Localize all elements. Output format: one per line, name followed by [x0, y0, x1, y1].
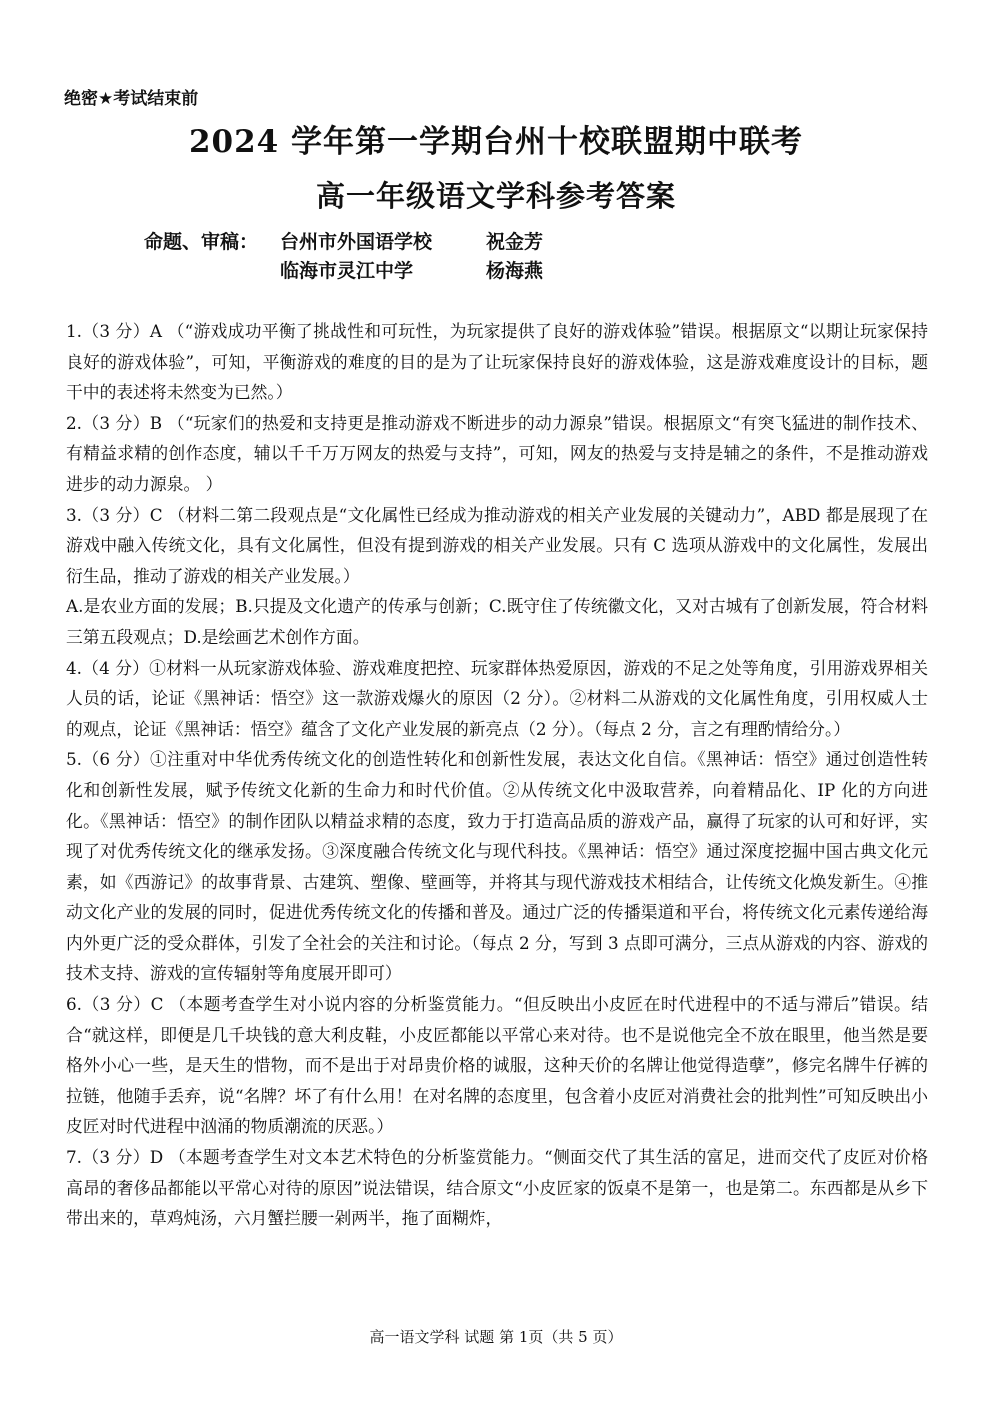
author-row: [144, 257, 543, 286]
author-school: 台州市外国语学校: [280, 231, 433, 253]
answer-paragraph: 1.（3 分）A （“游戏成功平衡了挑战性和可玩性，为玩家提供了良好的游戏体验”错误。根据原文“以期让玩家保持良好的游戏体验”，可知，平衡游戏的难度的目的是为了让玩家保持良好的游戏体验，这是游戏难度设计的目标，题干中的表述将未然变为已然。）: [66, 321, 928, 403]
authors-label: 命题、审稿：: [144, 231, 259, 253]
author-school: 临海市灵江中学: [280, 260, 414, 282]
author-row: [144, 228, 543, 257]
answer-key-subtitle: 高一年级语文学科参考答案: [315, 179, 676, 213]
page-footer: 高一语文学科 试题 第 1页（共 5 页）: [369, 1328, 623, 1346]
exam-title: 2024 学年第一学期台州十校联盟期中联考: [188, 124, 804, 160]
authors-block: [144, 228, 543, 286]
answer-content: [66, 316, 928, 1234]
answer-paragraph: 2.（3 分）B （“玩家们的热爱和支持更是推动游戏不断进步的动力源泉”错误。根据原文“有突飞猛进的制作技术、有精益求精的创作态度，辅以千千万万网友的热爱与支持”，可知，网友的热爱与支持是辅之的条件，不是推动游戏进步的动力源泉。 ）: [66, 412, 928, 494]
answer-paragraph: 7.（3 分）D （本题考查学生对文本艺术特色的分析鉴赏能力。“侧面交代了其生活的富足，进而交代了皮匠对价格高昂的奢侈品都能以平常心对待的原因”说法错误，结合原文“小皮匠家的饭桌不是第一，也是第二。东西都是从乡下带出来的，草鸡炖汤，六月蟹拦腰一剁两半，拖了面糊炸，: [66, 1147, 928, 1229]
confidential-mark: 绝密★考试结束前: [64, 89, 199, 109]
answer-paragraph: A.是农业方面的发展；B.只提及文化遗产的传承与创新；C.既守住了传统徽文化，又对古城有了创新发展，符合材料三第五段观点；D.是绘画艺术创作方面。: [66, 596, 928, 647]
answer-paragraph: 3.（3 分）C （材料二第二段观点是“文化属性已经成为推动游戏的相关产业发展的关键动力”，ABD 都是展现了在游戏中融入传统文化，具有文化属性，但没有提到游戏的相关产业发展。只有 C 选项从游戏中的文化属性，发展出衍生品，推动了游戏的相关产业发展。）: [66, 504, 928, 586]
answer-paragraph: 4.（4 分）①材料一从玩家游戏体验、游戏难度把控、玩家群体热爱原因，游戏的不足之处等角度，引用游戏界相关人员的话，论证《黑神话：悟空》这一款游戏爆火的原因（2 分）。②材料二从游戏的文化属性角度，引用权威人士的观点，论证《黑神话：悟空》蕴含了文化产业发展的新亮点（2 分）。（每点 2 分，言之有理酌情给分。）: [66, 657, 928, 739]
author-name: 祝金芳: [486, 231, 544, 253]
answer-paragraph: 5.（6 分）①注重对中华优秀传统文化的创造性转化和创新性发展，表达文化自信。《黑神话：悟空》通过创造性转化和创新性发展，赋予传统文化新的生命力和时代价值。②从传统文化中汲取营养，向着精品化、IP 化的方向进化。《黑神话：悟空》的制作团队以精益求精的态度，致力于打造高品质的游戏产品，赢得了玩家的认可和好评，实现了对优秀传统文化的继承发扬。③深度融合传统文化与现代科技。《黑神话：悟空》通过深度挖掘中国古典文化元素，如《西游记》的故事背景、古建筑、塑像、壁画等，并将其与现代游戏技术相结合，让传统文化焕发新生。④推动文化产业的发展的同时，促进优秀传统文化的传播和普及。通过广泛的传播渠道和平台，将传统文化元素传递给海内外更广泛的受众群体，引发了全社会的关注和讨论。（每点 2 分，写到 3 点即可满分，三点从游戏的内容、游戏的技术支持、游戏的宣传辐射等角度展开即可）: [66, 749, 928, 984]
author-name: 杨海燕: [486, 260, 544, 282]
answer-paragraph: 6.（3 分）C （本题考查学生对小说内容的分析鉴赏能力。“但反映出小皮匠在时代进程中的不适与滞后”错误。结合“就这样，即便是几千块钱的意大利皮鞋，小皮匠都能以平常心来对待。也不是说他完全不放在眼里，他当然是要格外小心一些，是天生的惜物，而不是出于对昂贵价格的诚服，这种天价的名牌让他觉得造孽”，修完名牌牛仔裤的拉链，他随手丢弃，说“名牌？坏了有什么用！在对名牌的态度里，包含着小皮匠对消费社会的批判性”可知反映出小皮匠对时代进程中汹涌的物质潮流的厌恶。）: [66, 994, 928, 1137]
